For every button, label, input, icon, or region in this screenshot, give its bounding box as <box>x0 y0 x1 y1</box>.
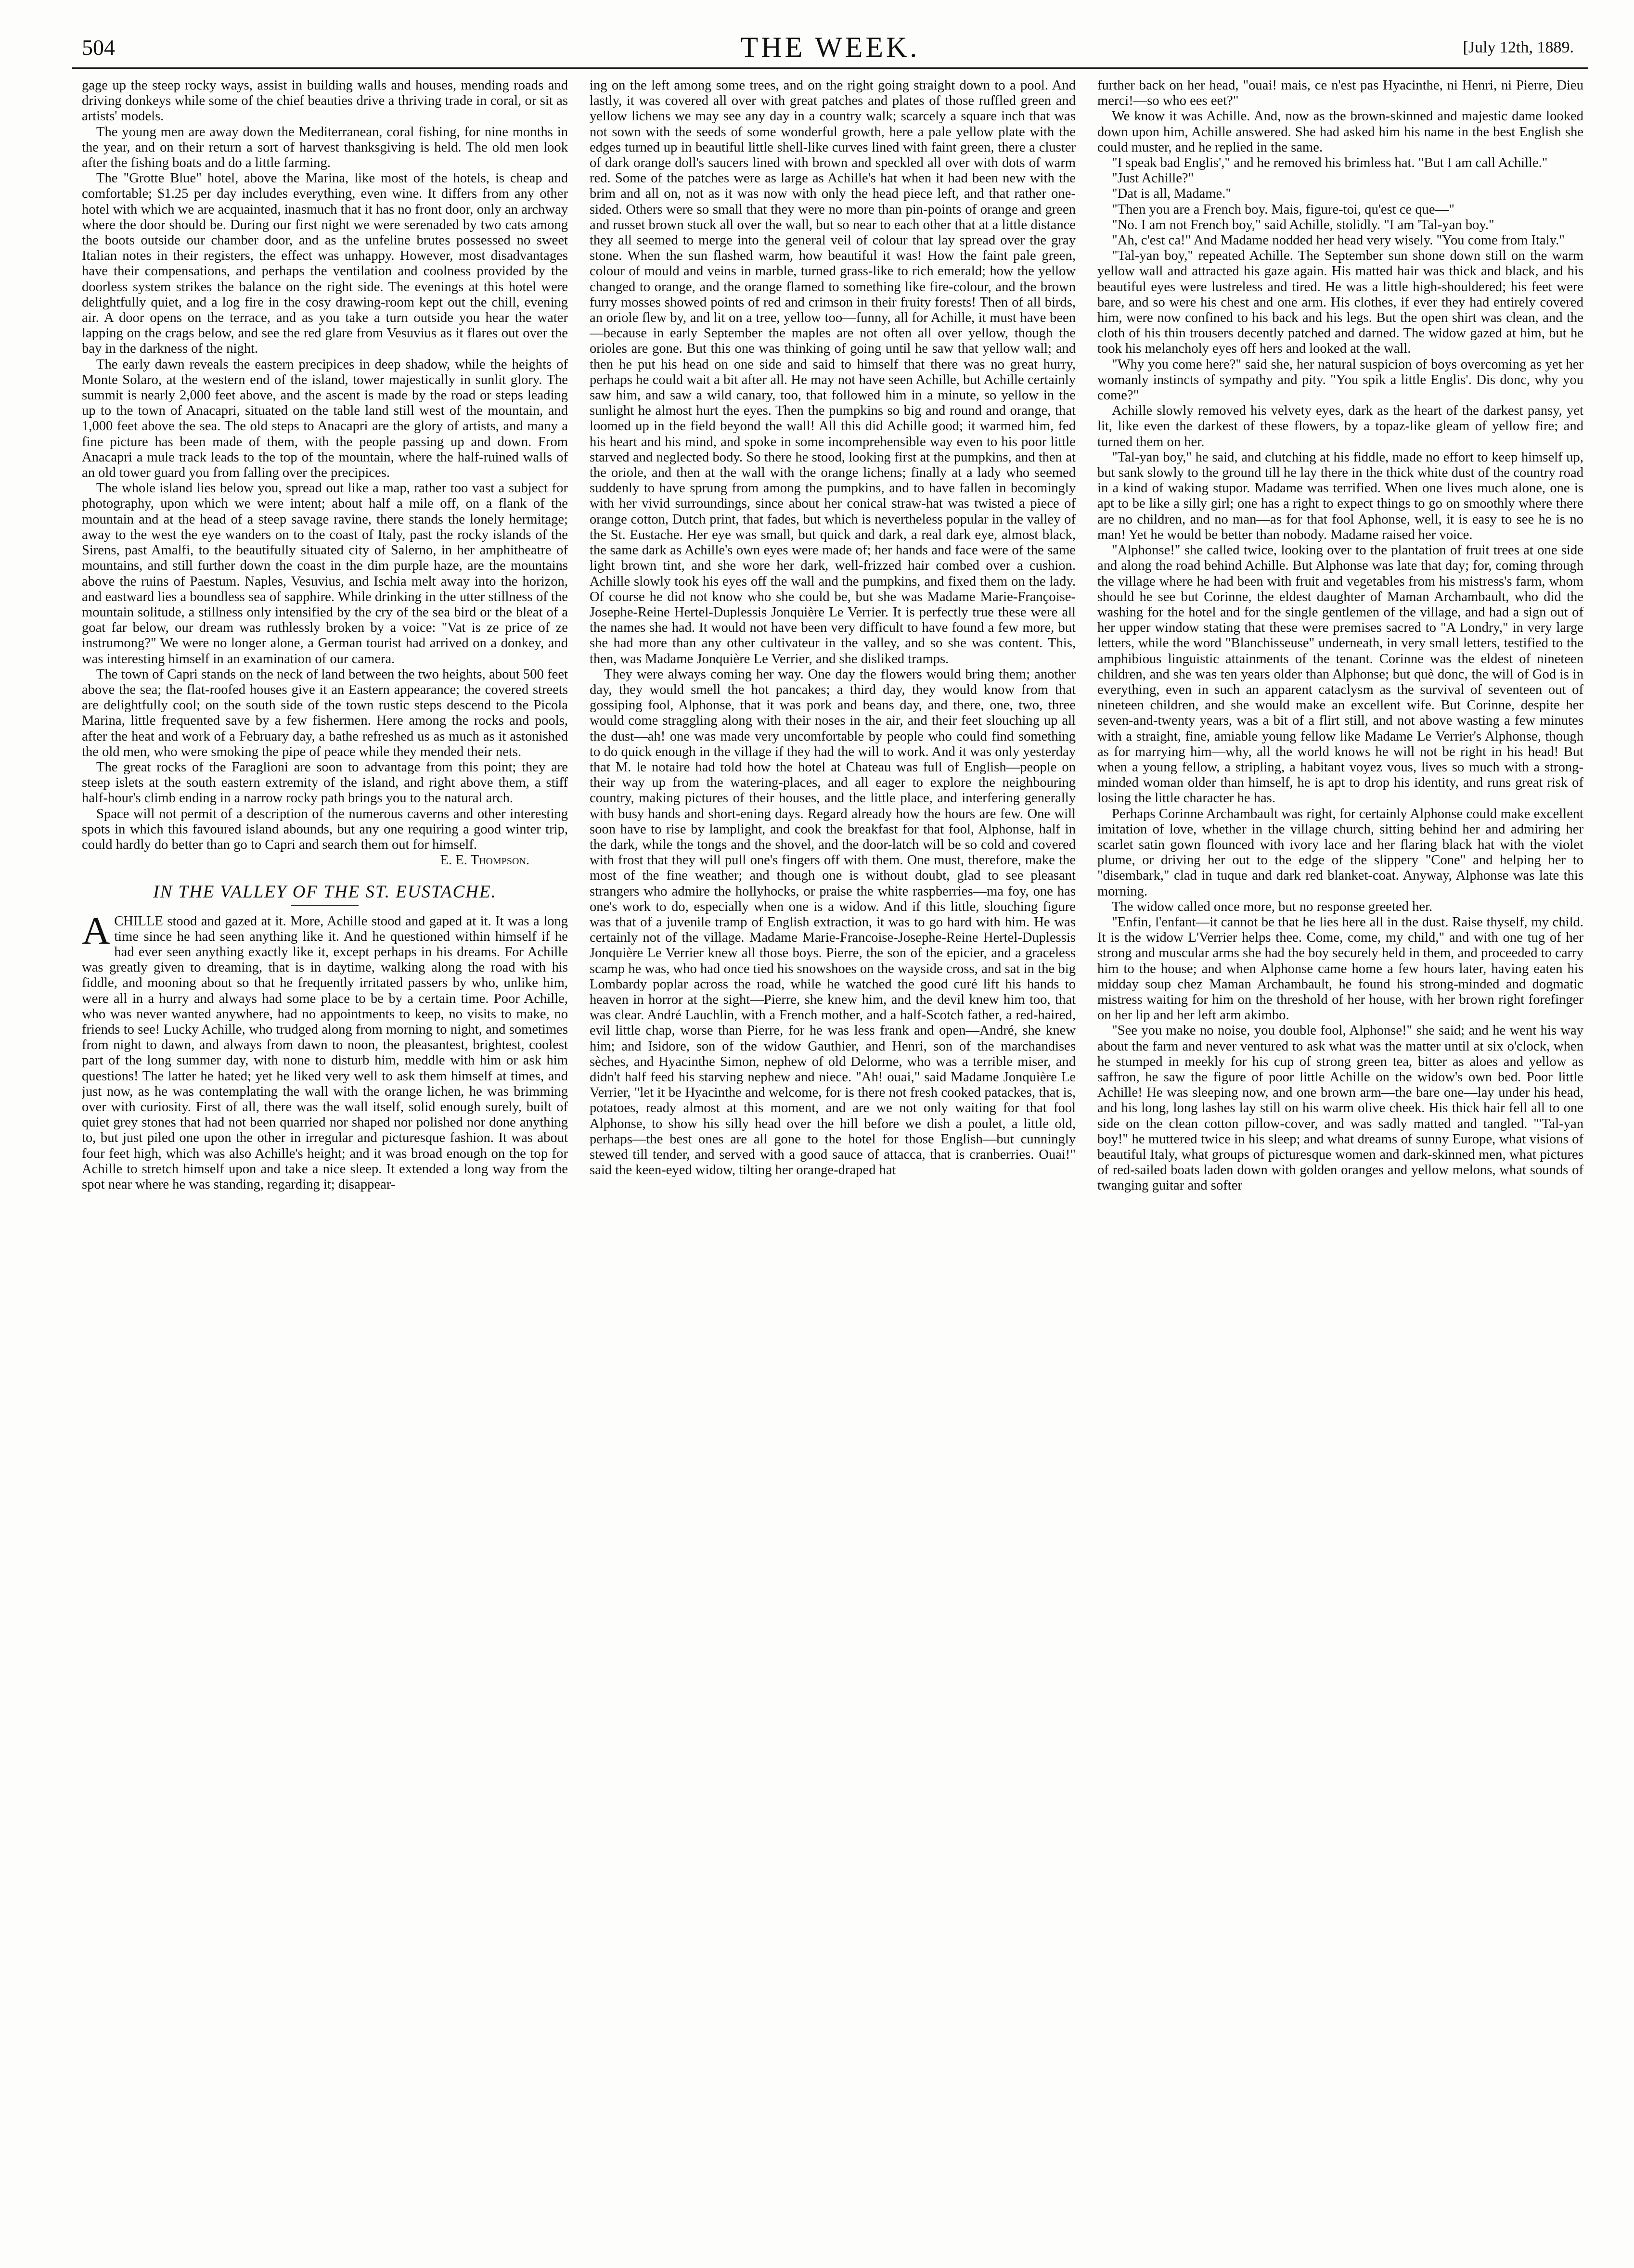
paragraph: "Dat is all, Madame." <box>1112 186 1232 202</box>
paragraph: "I speak bad Englis'," and he removed his brimless hat. "But I am call Achille." <box>1112 155 1548 171</box>
article-capri <box>82 78 568 868</box>
paragraph: "See you make no noise, you double fool, Alphonse!" she said; and he went his way about the farm and never ventured to ask what was the matter until at six o'clock, when he stumped in meekly for his cup of strong green tea, bitter as aloes and yellow as saffron, he saw the figure of poor little Achille on the widow's own bed. Poor little Achille! He was sleeping now, and one brown arm—the bare one—lay under his head, and his long, long lashes lay still on his warm olive cheek. His thick hair fell all to one side on the clean cotton pillow-cover, and was sadly matted and tangled. "'Tal-yan boy!" he muttered twice in his sleep; and what dreams of sunny Europe, what visions of beautiful Italy, what groups of picturesque women and dark-skinned men, what pictures of red-sailed boats laden down with golden oranges and yellow melons, what sounds of twanging guitar and softer <box>1097 1023 1583 1193</box>
paragraph: The early dawn reveals the eastern precipices in deep shadow, while the heights of Monte Solaro, at the western end of the island, tower majestically in sunlit glory. The summit is nearly 2,000 feet above, and the ascent is made by the road or steps leading up to the town of Anacapri, situated on the table land still west of the mountain, and 1,000 feet above the sea. The old steps to Anacapri are the glory of artists, and many a fine picture has been made of them, with the people passing up and down. From Anacapri a mule track leads to the top of the mountain, where the half-ruined walls of an old tower guard you from falling over the precipices. <box>82 357 568 481</box>
page-header <box>72 31 1588 69</box>
issue-date: [July 12th, 1889. <box>1463 38 1574 56</box>
drop-cap: A <box>82 908 111 952</box>
column-1 <box>82 78 568 2253</box>
paragraph: "Tal-yan boy," repeated Achille. The September sun shone down still on the warm yellow wall and attracted his gaze again. His matted hair was thick and black, and his beautiful eyes were lustreless and tired. He was a little high-shouldered; his feet were bare, and so were his chest and one arm. His clothes, if ever they had entirely covered him, were now confined to his back and his legs. But the open shirt was clean, and the cloth of his thin trousers decently patched and darned. The widow gazed at him, but he took his melancholy eyes off hers and looked at the wall. <box>1097 248 1583 357</box>
lead-caps: CHILLE <box>114 913 163 929</box>
paragraph: "Ah, c'est ca!" And Madame nodded her head very wisely. "You come from Italy." <box>1112 233 1565 248</box>
paragraph: They were always coming her way. One day the flowers would bring them; another day, they would smell the hot pancakes; a third day, they would know from that gossiping fool, Alphonse, that it was pork and beans day, and there, one, two, three would come straggling along with their noses in the air, and their feet slouching up all the dust—ah! one was made very uncomfortable by people who could find something to do quick enough in the village if they had the will to work. And it was only yesterday that M. le notaire had told how the hotel at Chateau was full of English—people on their way up from the watering-places, and all eager to explore the neighbouring country, making pictures of their houses, and the little place, and interfering generally with busy hands and short-ening days. Regard already how the hours are few. One will soon have to rise by lamplight, and cook the breakfast for that fool, Alphonse, half in the dark, while the tongs and the shovel, and the door-latch will be so cold and covered with frost that they will pull one's fingers off with them. One must, therefore, make the most of the fine weather; and though one is without doubt, glad to see pleasant strangers who admire the hollyhocks, or praise the white raspberries—ma foy, one has one's work to do, especially when one is a widow. And if this little, slouching figure was that of a juvenile tramp of English extraction, it was to go hard with him. He was certainly not of the village. Madame Marie-Francoise-Josephe-Reine Hertel-Duplessis Jonquière Le Verrier knew all those boys. Pierre, the son of the epicier, and a graceless scamp he was, who had once tied his snowshoes on the wayside cross, and sat in the big Lombardy poplar across the road, while he watched the good curé lift his hands to heaven in horror at the sight—Pierre, she knew him, and the devil knew him too, that was clear. André Lauchlin, with a French mother, and a half-Scotch father, a red-haired, evil little chap, worse than Pierre, for he was less frank and open—André, she knew him; and Isidore, son of the widow Gauthier, and Henri, son of the marchandises sèches, and Hyacinthe Simon, nephew of old Delorme, who was a terrible miser, and didn't half feed his starving nephew and niece. "Ah! ouai," said Madame Jonquière Le Verrier, "let it be Hyacinthe and welcome, for is there not fresh cooked patackes, that is, potatoes, ready almost at this moment, and are we not only waiting for that fool Alphonse, to show his silly head over the hill before we dish a poulet, a little old, perhaps—the best ones are all gone to the hotel for those English—but cunningly stewed till tender, and served with a good sauce of attacca, that is cranberries. Ouai!" said the keen-eyed widow, tilting her orange-draped hat <box>590 666 1076 1178</box>
paragraph: ing on the left among some trees, and on the right going straight down to a pool. And lastly, it was covered all over with great patches and plates of those ruffled green and yellow lichens we may see any day in a country walk; scarcely a square inch that was not sown with the seeds of some wonderful growth, here a pale yellow plate with the edges turned up in beautiful little shell-like curves lined with faint green, there a cluster of dark orange doll's saucers lined with brown and speckled all over with dots of warm red. Some of the patches were as large as Achille's hat when it had been new with the brim and all on, not as it was now with only the head piece left, and that rather one-sided. Others were so small that they were no more than pin-points of orange and green and russet brown stuck all over the wall, but so near to each other that at a little distance they all seemed to merge into the general veil of colour that lay spread over the gray stone. When the sun flashed warm, how beautiful it was! How the faint pale green, colour of mould and veins in marble, turned grass-like to rich emerald; how the yellow changed to orange, and the orange flamed to something like fire-colour, and the brown furry mosses showed points of red and crimson in their fruity forests! Then of all birds, an oriole flew by, and lit on a tree, yellow too—funny, all for Achille, it must have been—because in early September the maples are not often all over yellow, though the orioles are gone. But this one was thinking of going until he saw that yellow wall; and then he put his head on one side and said to himself that there was no great hurry, perhaps he could wait a bit after all. He may not have seen Achille, but Achille certainly saw him, and saw a wild canary, too, that followed him in a minute, so yellow in the sunlight he almost hurt the eyes. Then the pumpkins so big and round and orange, that loomed up in the field beyond the wall! All this did Achille good; it warmed him, fed his heart and his mind, and spoke in some incomprehensible way even to his poor little starved and neglected body. So there he stood, looking first at the pumpkins, and then at the oriole, and then at the wall with the orange lichens; finally at a lady who seemed suddenly to have sprung from among the pumpkins, and to have fallen in becomingly with her vivid surroundings, since about her conical straw-hat was twisted a piece of orange cotton, Dutch print, that fades, but which is nevertheless popular in the valley of the St. Eustache. Her eye was small, but quick and dark, a real dark eye, almost black, the same dark as Achille's own eyes were made of; her hands and face were of the same light brown tint, and she wore her dark, well-frizzed hair combed over a cushion. Achille slowly took his eyes off the wall and the pumpkins, and fixed them on the lady. Of course he did not know who she could be, but she was Madame Marie-Françoise-Josephe-Reine Hertel-Duplessis Jonquière Le Verrier. It is perfectly true these were all the names she had. It would not have been very difficult to have found a few more, but she had more than any other cultivateur in the valley, and so she was content. This, then, was Madame Jonquière Le Verrier, and she disliked tramps. <box>590 78 1076 666</box>
paragraph: The "Grotte Blue" hotel, above the Marina, like most of the hotels, is cheap and comfortable; $1.25 per day includes everything, even wine. It differs from any other hotel with which we are acquainted, inasmuch that it has no front door, only an archway where the door should be. During our first night we were serenaded by two cats among the boots outside our chamber door, and as the unfeline brutes possessed no sweet Italian notes in their registers, the effect was unhappy. However, most disadvantages have their compensations, and perhaps the ventilation and coolness provided by the doorless system strikes the balance on the right side. The evenings at this hotel were delightfully quiet, and a log fire in the cosy drawing-room kept out the chill, evening air. A door opens on the terrace, and as you take a turn outside you hear the water lapping on the crags below, and see the red glare from Vesuvius as it flares out over the bay in the darkness of the night. <box>82 171 568 357</box>
paragraph: "Why you come here?" said she, her natural suspicion of boys overcoming as yet her womanly instincts of sympathy and pity. "You spik a little Englis'. Dis donc, why you come?" <box>1097 357 1583 403</box>
text-columns <box>72 78 1588 2253</box>
paragraph: "Just Achille?" <box>1112 171 1194 186</box>
story-title: IN THE VALLEY OF THE ST. EUSTACHE. <box>153 882 497 902</box>
paragraph: "Alphonse!" she called twice, looking over to the plantation of fruit trees at one side and along the road behind Achille. But Alphonse was late that day; for, coming through the village where he had been with fruit and vegetables from his mistress's farm, whom should he see but Corinne, the eldest daughter of Maman Archambault, who did the washing for the hotel and for the single gentlemen of the village, and had a sign out of her upper window stating that these were premises sacred to "A Londry," in very large letters, while the word "Blanchisseuse" underneath, in very small letters, testified to the amphibious linguistic attainments of the tenant. Corinne was the eldest of nineteen children, and she was ten years older than Alphonse; but què donc, the will of God is in everything, even in such an apparent cataclysm as the survival of seventeen out of nineteen children, and she would make an excellent wife. But Corinne, despite her seven-and-twenty years, was a bit of a flirt still, and not above wasting a few minutes with a straight, fine, amiable young fellow like Madame Le Verrier's Alphonse, though as for marrying him—why, all the world knows he will not be right in his head! But when a young fellow, a stripling, a habitant voyez vous, lives so much with a strong-minded woman older than himself, he is apt to drop his identity, and runs great risk of losing the little character he has. <box>1097 543 1583 806</box>
lead-paragraph: ACHILLE stood and gazed at it. More, Achille stood and gaped at it. It was a long time since he had seen anything like it. And he questioned within himself if he had ever seen anything exactly like it, except perhaps in his dreams. For Achille was greatly given to dreaming, that is in daytime, walking along the road with his fiddle, and mooning about so that he frequently irritated passers by who, unlike him, were all in a hurry and always had some place to be by a certain time. Poor Achille, who was never wanted anywhere, had no appointments to keep, no visits to make, no friends to see! Lucky Achille, who trudged along from morning to night, and sometimes from night to dawn, and always from dawn to noon, the pleasantest, brightest, coolest part of the long summer day, with none to disturb him, meddle with him or ask him questions! The latter he hated; yet he liked very well to ask them himself at times, and just now, as he was contemplating the wall with the orange lichen, he was brimming over with curiosity. First of all, there was the wall itself, solid enough surely, built of quiet grey stones that had not been quarried nor shaped nor polished nor done anything to, but just piled one upon the other in irregular and picturesque fashion. It was about four feet high, which was also Achille's height; and it was broad enough on the top for Achille to stretch himself upon and take a nice sleep. It extended a long way from the spot near where he was standing, regarding it; disappear- <box>82 908 568 1192</box>
journal-title: THE WEEK. <box>740 31 920 63</box>
paragraph: further back on her head, "ouai! mais, ce n'est pas Hyacinthe, ni Henri, ni Pierre, Dieu merci!—so who ees eet?" <box>1097 78 1583 109</box>
paragraph: "Then you are a French boy. Mais, figure-toi, qu'est ce que—" <box>1112 202 1454 217</box>
paragraph: Achille slowly removed his velvety eyes, dark as the heart of the darkest pansy, yet lit, like even the darkest of these flowers, by a topaz-like gleam of yellow fire; and turned them on her. <box>1097 403 1583 449</box>
page-number: 504 <box>82 35 115 60</box>
paragraph: Space will not permit of a description of the numerous caverns and other interesting spots in which this favoured island abounds, but any one requiring a good winter trip, could hardly do better than go to Capri and search them out for himself. <box>82 806 568 852</box>
paragraph: "Enfin, l'enfant—it cannot be that he lies here all in the dust. Raise thyself, my child. It is the widow L'Verrier helps thee. Come, come, my child," and with one tug of her strong and muscular arms she had the boy securely held in them, and proceeded to carry him to the house; and when Alphonse came home a few hours later, having eaten his midday soup chez Maman Archambault, he found his strong-minded and dogmatic mistress waiting for him on the threshold of her house, with her brown right forefinger on her lip and her left arm akimbo. <box>1097 914 1583 1023</box>
paragraph: The whole island lies below you, spread out like a map, rather too vast a subject for photography, upon which we were intent; about half a mile off, on a flank of the mountain and at the head of a steep savage ravine, there stands the lonely hermitage; away to the west the eye wanders on to the coast of Italy, past the rocky islands of the Sirens, past Amalfi, to the beautifully situated city of Salerno, in her amphitheatre of mountains, and still further down the coast in the dim purple haze, are the mountains above the ruins of Paestum. Naples, Vesuvius, and Ischia melt away into the horizon, and eastward lies a boundless sea of sapphire. While drinking in the utter stillness of the mountain solitude, a stillness only intensified by the cry of the sea bird or the bleat of a goat far below, our dream was ruthlessly broken by a voice: "Vat is ze price of ze instrumong?" We were no longer alone, a German tourist had arrived on a donkey, and was interesting himself in an examination of our camera. <box>82 481 568 666</box>
author-signature: E. E. Thompson. <box>440 853 529 868</box>
column-2 <box>590 78 1076 2253</box>
paragraph: Perhaps Corinne Archambault was right, for certainly Alphonse could make excellent imitation of love, whether in the village church, sitting behind her and admiring her scarlet satin gown flounced with ivory lace and her flaring black hat with the violet plume, or driving her out to the edge of the slippery "Cone" and helping her to "disembark," clad in tuque and dark red blanket-coat. Anyway, Alphonse was late this morning. <box>1097 806 1583 899</box>
title-rule <box>291 905 359 906</box>
paragraph: The great rocks of the Faraglioni are soon to advantage from this point; they are steep islets at the south eastern extremity of the island, and right above them, a stiff half-hour's climb ending in a narrow rocky path brings you to the natural arch. <box>82 759 568 806</box>
paragraph: We know it was Achille. And, now as the brown-skinned and majestic dame looked down upon him, Achille answered. She had asked him his name in the best English she could muster, and he replied in the same. <box>1097 109 1583 155</box>
paragraph: "No. I am not French boy," said Achille, stolidly. "I am 'Tal-yan boy." <box>1112 217 1494 232</box>
article-valley <box>82 884 568 1192</box>
page <box>72 31 1588 2247</box>
column-3 <box>1097 78 1583 2253</box>
paragraph: The widow called once more, but no response greeted her. <box>1112 899 1433 914</box>
paragraph: The young men are away down the Mediterranean, coral fishing, for nine months in the year, and on their return a sort of harvest thanksgiving is held. The old men look after the fishing boats and do a little farming. <box>82 124 568 171</box>
paragraph: gage up the steep rocky ways, assist in building walls and houses, mending roads and driving donkeys while some of the chief beauties drive a thriving trade in coral, or sit as artists' models. <box>82 78 568 124</box>
paragraph: "Tal-yan boy," he said, and clutching at his fiddle, made no effort to keep himself up, but sank slowly to the ground till he lay there in the thick white dust of the country road in a kind of waking stupor. Madame was terrified. When one lives much alone, one is apt to be like a silly girl; one has a right to expect things to go on smoothly where there are no children, and no man—as for that fool Aphonse, well, it is easy to see he is no man! Yet he would be better than nobody. Madame raised her voice. <box>1097 449 1583 542</box>
paragraph: The town of Capri stands on the neck of land between the two heights, about 500 feet above the sea; the flat-roofed houses give it an Eastern appearance; the covered streets are delightfully cool; on the south side of the town rustic steps descend to the Picola Marina, little frequented save by a few fishermen. Here among the rocks and pools, after the heat and work of a February day, a bathe refreshed us as much as it astonished the old men, who were smoking the pipe of peace while they mended their nets. <box>82 666 568 759</box>
